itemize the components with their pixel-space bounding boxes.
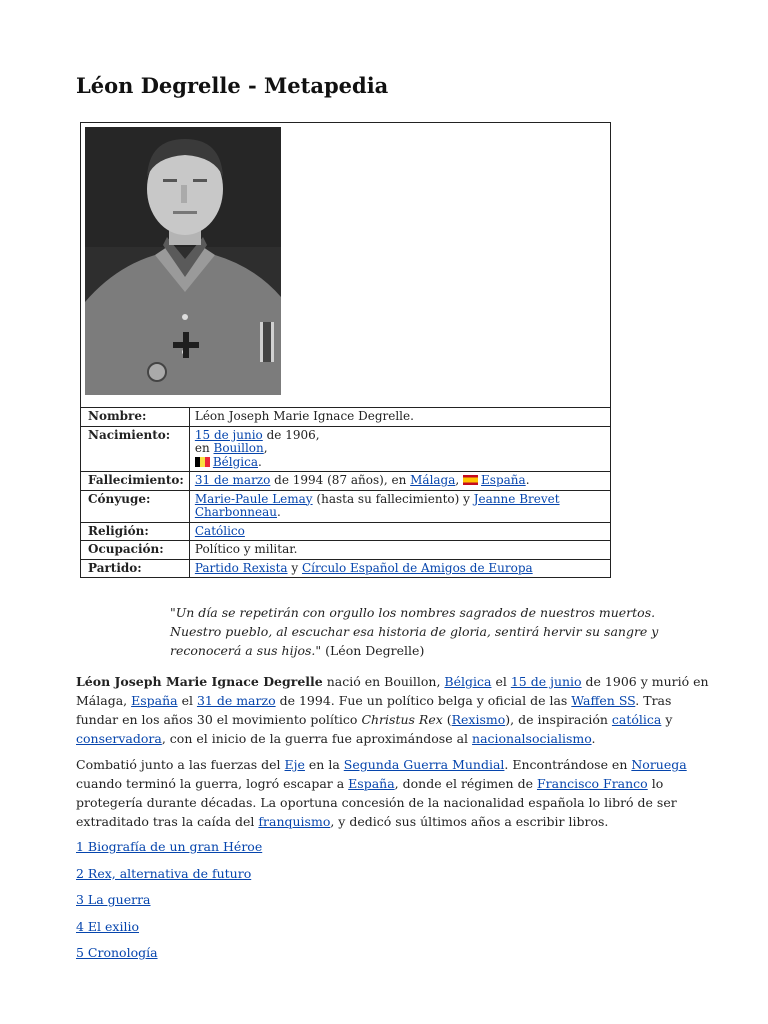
- infobox-label: Ocupación:: [81, 541, 190, 560]
- spouse-suffix: .: [277, 505, 281, 519]
- death-sep: ,: [455, 473, 464, 487]
- death-date-link[interactable]: 31 de marzo: [194, 473, 271, 487]
- death-suffix: .: [525, 473, 530, 487]
- text-span: ), de inspiración: [505, 712, 612, 727]
- infobox-row-conyuge: [81, 490, 611, 522]
- link-espana-2[interactable]: España: [348, 776, 395, 791]
- spouse-link-2[interactable]: Jeanne Brevet Charbonneau: [194, 491, 560, 519]
- infobox-row-partido: [81, 559, 611, 578]
- intro-paragraph: [76, 672, 712, 748]
- table-of-contents: [76, 838, 262, 971]
- text-span: . Encontrándose en: [504, 757, 632, 772]
- text-span: en la: [304, 757, 344, 772]
- infobox: [80, 122, 611, 578]
- text-span: .: [591, 731, 596, 746]
- death-country-link[interactable]: España: [481, 473, 526, 487]
- text-span: , con el inicio de la guerra fue aproximándose al: [161, 731, 473, 746]
- birth-country-link[interactable]: Bélgica: [212, 454, 259, 469]
- link-waffen-ss[interactable]: Waffen SS: [571, 693, 636, 708]
- text-span: . Tras fundar en los años 30 el movimiento político: [76, 693, 672, 727]
- text-span: , y dedicó sus últimos años a escribir libros.: [330, 814, 609, 829]
- party-link-2[interactable]: Círculo Español de Amigos de Europa: [301, 560, 533, 575]
- link-segunda-guerra-mundial[interactable]: Segunda Guerra Mundial: [343, 757, 505, 772]
- toc-link-cronologia[interactable]: 5 Cronología: [76, 945, 158, 960]
- infobox-label: Fallecimiento:: [81, 472, 190, 491]
- text-span: de 1906 y murió en Málaga,: [76, 674, 709, 708]
- birth-place-suffix: ,: [263, 441, 268, 455]
- epigraph-quote: [170, 603, 710, 660]
- birth-place-prefix: en: [194, 441, 214, 455]
- text-span: el: [491, 674, 511, 689]
- toc-item: [76, 891, 262, 918]
- toc-link-guerra[interactable]: 3 La guerra: [76, 892, 151, 907]
- quote-attribution: (Léon Degrelle): [321, 643, 425, 658]
- text-span: y: [661, 712, 673, 727]
- birth-place-link[interactable]: Bouillon: [213, 441, 264, 455]
- infobox-value: Político y militar.: [189, 541, 610, 560]
- infobox-row-nacimiento: [81, 426, 611, 472]
- text-span: el: [177, 693, 197, 708]
- toc-item: [76, 838, 262, 865]
- page-title: Léon Degrelle - Metapedia: [76, 73, 389, 98]
- infobox-label: Partido:: [81, 559, 190, 578]
- link-31-marzo[interactable]: 31 de marzo: [196, 693, 276, 708]
- link-conservadora[interactable]: conservadora: [76, 731, 162, 746]
- link-catolica[interactable]: católica: [611, 712, 662, 727]
- text-span: lo protegería durante décadas. La oportuna concesión de la nacionalidad española lo libró de ser extraditado tras la caída del: [76, 776, 677, 829]
- party-link-1[interactable]: Partido Rexista: [194, 560, 288, 575]
- infobox-label: Religión:: [81, 522, 190, 541]
- quote-text: "Un día se repetirán con orgullo los nombres sagrados de nuestros muertos. Nuestro pueblo, al escuchar esa historia de gloria, sentirá hervir su sangre y reconocerá a sus hijos.": [170, 605, 659, 658]
- link-15-junio[interactable]: 15 de junio: [510, 674, 582, 689]
- text-span: cuando terminó la guerra, logró escapar a: [76, 776, 349, 791]
- toc-item: [76, 918, 262, 945]
- toc-link-rex[interactable]: 2 Rex, alternativa de futuro: [76, 865, 252, 881]
- belgium-flag-icon: [195, 457, 210, 467]
- link-eje[interactable]: Eje: [284, 757, 305, 772]
- toc-link-biografia[interactable]: 1 Biografía de un gran Héroe: [76, 839, 263, 854]
- text-span: nació en Bouillon,: [322, 674, 445, 689]
- christus-rex-text: Christus Rex: [361, 712, 443, 727]
- birth-country-suffix: .: [258, 454, 262, 469]
- infobox-value: Léon Joseph Marie Ignace Degrelle.: [189, 408, 610, 427]
- link-rexismo[interactable]: Rexismo: [451, 712, 506, 727]
- infobox-value: [189, 426, 610, 472]
- infobox-label: Cónyuge:: [81, 490, 190, 522]
- toc-link-exilio[interactable]: 4 El exilio: [76, 918, 139, 934]
- second-paragraph: [76, 755, 712, 831]
- text-span: Combatió junto a las fuerzas del: [76, 757, 285, 772]
- party-sep: y: [287, 560, 302, 575]
- spouse-middle-text: (hasta su fallecimiento) y: [312, 491, 474, 506]
- infobox-row-fallecimiento: [81, 472, 611, 491]
- death-place-link[interactable]: Málaga: [410, 473, 456, 487]
- subject-name: Léon Joseph Marie Ignace Degrelle: [76, 674, 323, 689]
- toc-item: [76, 944, 262, 971]
- link-nacionalsocialismo[interactable]: nacionalsocialismo: [472, 731, 592, 746]
- infobox-photo-cell: [81, 123, 611, 408]
- infobox-value: [189, 559, 610, 578]
- infobox-row-nombre: [81, 408, 611, 427]
- spain-flag-icon: [463, 475, 478, 485]
- portrait-photo: [85, 127, 281, 395]
- link-belgica[interactable]: Bélgica: [444, 674, 492, 689]
- infobox-label: Nacimiento:: [81, 426, 190, 472]
- link-franquismo[interactable]: franquismo: [258, 814, 331, 829]
- infobox-row-religion: [81, 522, 611, 541]
- text-span: (: [442, 712, 452, 727]
- text-span: de 1994. Fue un político belga y oficial de las: [275, 693, 572, 708]
- text-span: , donde el régimen de: [394, 776, 537, 791]
- infobox-value: [189, 522, 610, 541]
- link-noruega[interactable]: Noruega: [631, 757, 687, 772]
- link-francisco-franco[interactable]: Francisco Franco: [536, 776, 648, 791]
- death-middle-text: de 1994 (87 años), en: [270, 473, 411, 487]
- spouse-link-1[interactable]: Marie-Paule Lemay: [194, 491, 313, 506]
- infobox-row-ocupacion: [81, 541, 611, 560]
- infobox-value: [189, 490, 610, 522]
- religion-link[interactable]: Católico: [194, 523, 245, 538]
- link-espana[interactable]: España: [131, 693, 178, 708]
- infobox-label: Nombre:: [81, 408, 190, 427]
- toc-item: [76, 865, 262, 892]
- infobox-value: [189, 472, 610, 491]
- birth-date-link[interactable]: 15 de junio: [194, 427, 263, 442]
- birth-year-text: de 1906,: [262, 427, 320, 442]
